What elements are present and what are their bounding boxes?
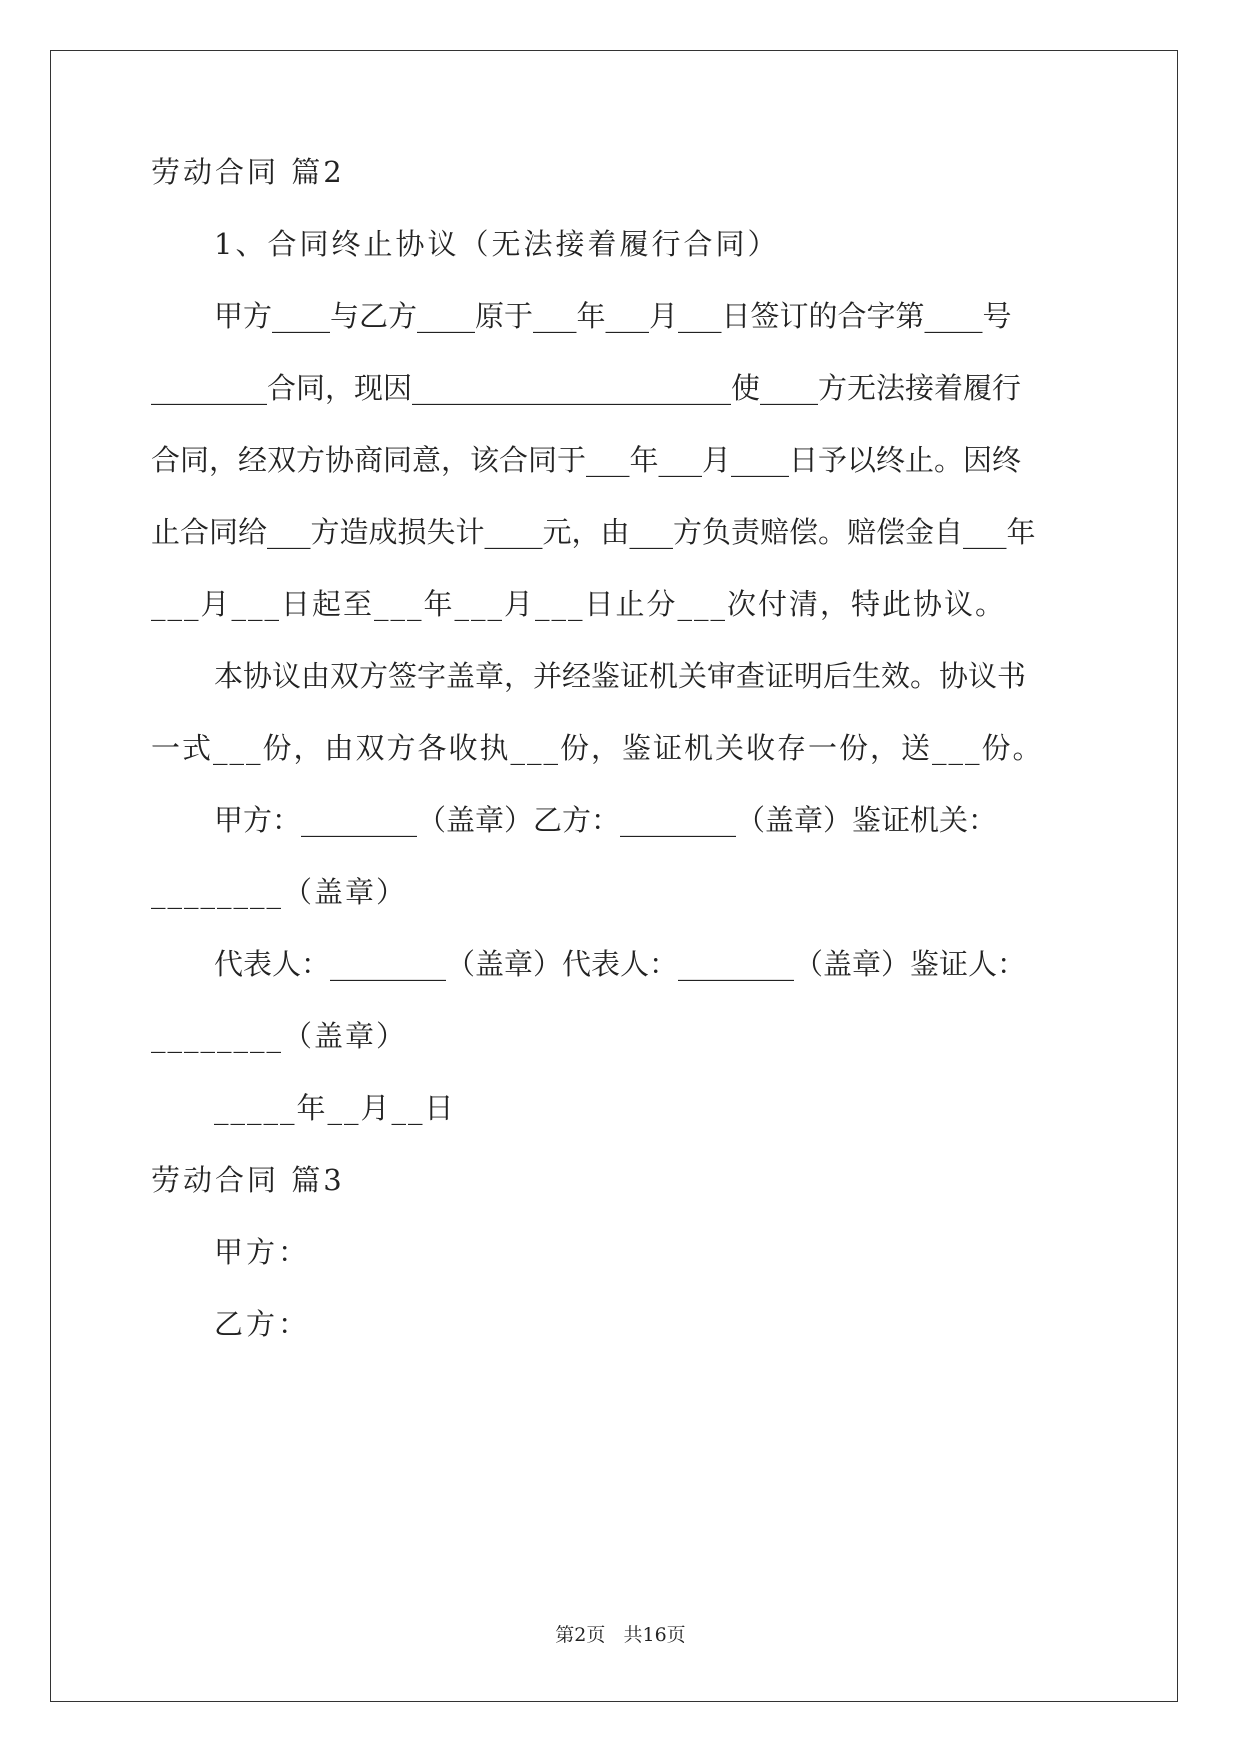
paragraph-line: 本协议由双方签字盖章，并经鉴证机关审查证明后生效。协议书	[214, 659, 1027, 693]
paragraph-line: 一式___份，由双方各收执___份，鉴证机关收存一份，送___份。	[151, 731, 1044, 765]
paragraph-line: 甲方____与乙方____原于___年___月___日签订的合字第____号	[214, 299, 1012, 333]
signature-line: ________（盖章）	[151, 875, 408, 909]
paragraph-line: ________合同，现因______________________使____方无法接着履行	[151, 371, 1022, 405]
signature-line: 代表人：________（盖章）代表人：________（盖章）鉴证人：	[214, 947, 1027, 981]
party-a-label: 甲方：	[214, 1235, 311, 1269]
page-number: 第2页 共16页	[555, 1624, 686, 1646]
clause-title: 1、合同终止协议（无法接着履行合同）	[214, 227, 780, 261]
paragraph-line: 合同，经双方协商同意，该合同于___年___月____日予以终止。因终	[151, 443, 1022, 477]
section-heading: 劳动合同 篇2	[151, 155, 345, 189]
date-line: _____年__月__日	[214, 1091, 456, 1125]
party-b-label: 乙方：	[214, 1307, 311, 1341]
paragraph-line: 止合同给___方造成损失计____元，由___方负责赔偿。赔偿金自___年	[151, 515, 1036, 549]
section-heading: 劳动合同 篇3	[151, 1163, 345, 1197]
signature-line: 甲方：________（盖章）乙方：________（盖章）鉴证机关：	[214, 803, 998, 837]
signature-line: ________（盖章）	[151, 1019, 408, 1053]
paragraph-line: ___月___日起至___年___月___日止分___次付清，特此协议。	[151, 587, 1007, 621]
